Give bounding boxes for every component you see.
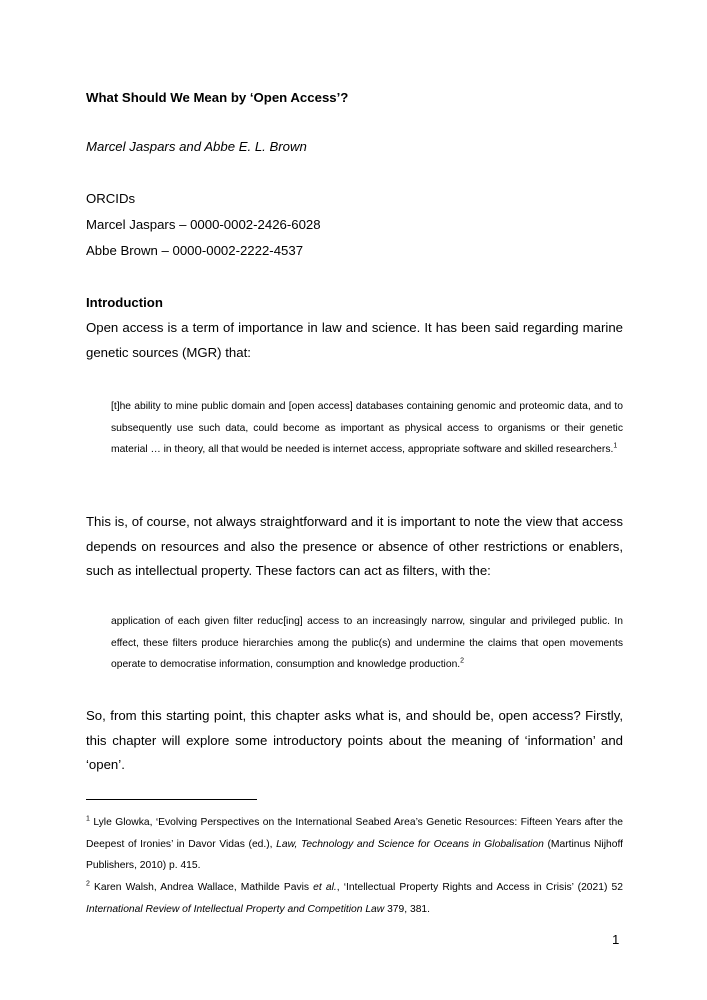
quote-text: application of each given filter reduc[ing] access to an increasingly narrow, singular and privileged public. In effect, these filters produce hierarchies among the public(s) and undermine the claims that open movements operate to democratise information, consumption and knowledge production. [111,616,623,670]
paper-title: What Should We Mean by ‘Open Access’? [86,90,349,105]
body-paragraph [86,704,623,778]
footnote-ref[interactable]: 2 [460,657,465,665]
page-number: 1 [612,932,620,947]
footnote-text: Lyle Glowka, ‘Evolving Perspectives on the International Seabed Area’s Genetic Resources: Fifteen Years after the Deepest of Ironies’ in Davor Vidas (ed.), [86,817,623,850]
section-heading-introduction: Introduction [86,295,163,310]
footnote-separator [86,799,257,800]
footnote-journal-title: International Review of Intellectual Property and Competition Law [86,903,385,915]
block-quote [111,396,623,461]
footnote-2 [86,877,623,920]
orcids-heading: ORCIDs [86,191,136,206]
body-paragraph [86,316,623,365]
orcid-entry: Abbe Brown – 0000-0002-2222-4537 [86,243,304,258]
footnote-text: 379, 381. [384,903,431,915]
footnote-ref[interactable]: 1 [613,442,618,450]
footnote-text: Karen Walsh, Andrea Wallace, Mathilde Pavis [89,882,314,893]
footnote-1 [86,812,623,877]
paragraph-text: This is, of course, not always straightforward and it is important to note the view that access depends on resources and also the presence or absence of other restrictions or enablers, such as intellectual property. These factors can act as filters, with the: [86,514,623,578]
body-paragraph [86,510,623,584]
footnote-number: 1 [86,815,90,823]
footnote-et-al: et al. [313,882,337,893]
paragraph-text: Open access is a term of importance in law and science. It has been said regarding marine genetic sources (MGR) that: [86,320,623,360]
quote-text: [t]he ability to mine public domain and [open access] databases containing genomic and proteomic data, and to subsequently use such data, could become as important as physical access to organisms or their genetic material … in theory, all that would be needed is internet access, appropriate software and skilled researchers. [111,401,623,455]
footnote-text: (Martinus Nijhoff Publishers, 2010) p. 415. [86,838,623,871]
footnote-number: 2 [86,880,90,888]
paragraph-text: So, from this starting point, this chapter asks what is, and should be, open access? Firstly, this chapter will explore some introductory points about the meaning of ‘information’ and ‘open’. [86,708,623,772]
footnote-book-title: Law, Technology and Science for Oceans in Globalisation [276,838,544,850]
footnote-text: , ‘Intellectual Property Rights and Access in Crisis’ (2021) 52 [336,882,623,893]
orcid-entry: Marcel Jaspars – 0000-0002-2426-6028 [86,217,321,232]
author-line: Marcel Jaspars and Abbe E. L. Brown [86,139,307,154]
block-quote [111,611,623,676]
